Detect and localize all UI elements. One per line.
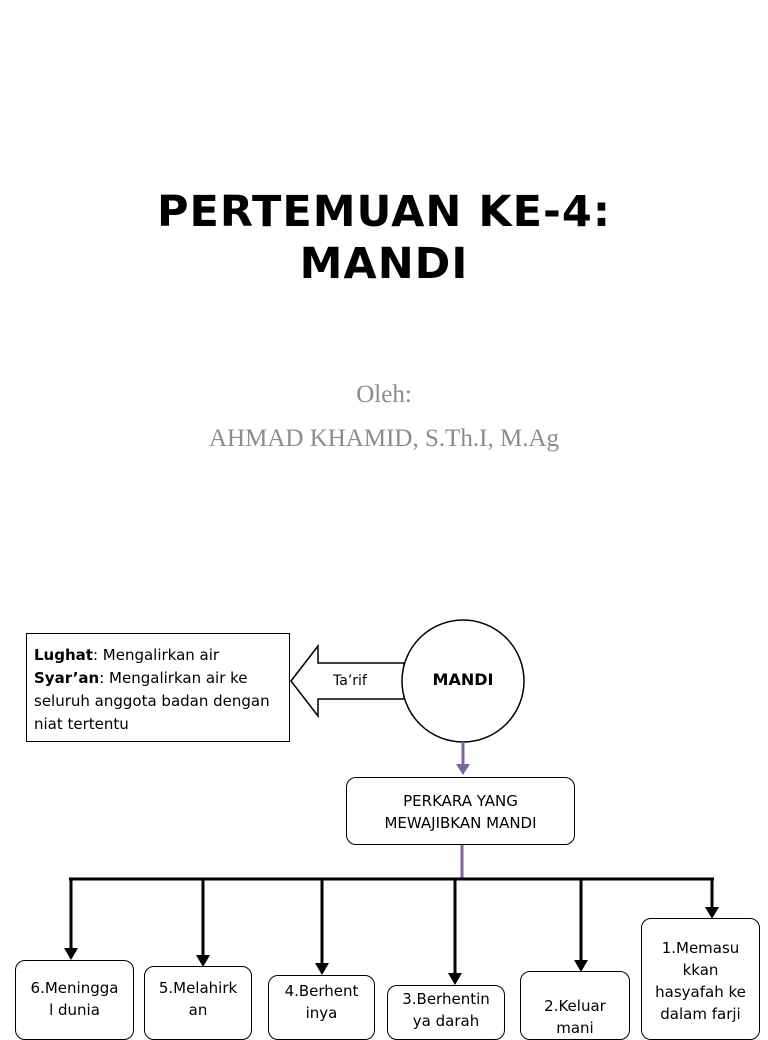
item-4-line-1: 4.Berhent [284,982,359,1000]
title-line-2: MANDI [299,239,469,289]
subtitle-author: AHMAD KHAMID, S.Th.I, M.Ag [209,425,559,452]
mandi-node-label: MANDI [432,670,494,689]
item-1-line-3: hasyafah ke [655,983,746,1001]
item-2-line-2: mani [556,1019,594,1037]
item-3-box [387,985,505,1040]
item-4-box [268,975,375,1040]
item-1-box [641,918,760,1040]
item-6-box [15,960,134,1040]
item-4-line-2: inya [305,1004,338,1022]
subtitle-oleh: Oleh: [356,381,412,408]
item-2-line-1: 2.Keluar [544,997,606,1015]
item-1-line-4: dalam farji [660,1005,741,1023]
lughat-label: Lughat [34,646,93,664]
perkara-line-1: PERKARA YANG [403,792,518,810]
item-5-box [144,966,252,1040]
title-line-1: PERTEMUAN KE-4: [156,187,612,237]
syaran-label: Syar’an [34,669,100,687]
item-3-line-1: 3.Berhentin [402,990,490,1008]
drop-4-head [315,963,329,975]
lughat-text: : Mengalirkan air [92,646,220,664]
syaran-text: : Mengalirkan air ke seluruh anggota badan dengan niat tertentu [34,669,270,733]
definition-box [26,633,290,742]
item-2-box [520,971,630,1040]
item-5-line-2: an [188,1001,208,1019]
item-3-line-2: ya darah [412,1012,480,1030]
drop-6-head [64,948,78,960]
perkara-line-2: MEWAJIBKAN MANDI [384,814,537,832]
item-6-line-1: 6.Meningga [30,979,119,997]
tarif-label: Ta’rif [333,673,367,689]
item-5-line-1: 5.Melahirk [158,979,238,997]
connector-arrowhead [456,764,470,775]
item-6-line-2: l dunia [49,1001,100,1019]
perkara-box [346,777,575,845]
drop-3-head [448,973,462,985]
item-1-line-1: 1.Memasu [661,939,740,957]
item-1-line-2: kkan [682,961,719,979]
